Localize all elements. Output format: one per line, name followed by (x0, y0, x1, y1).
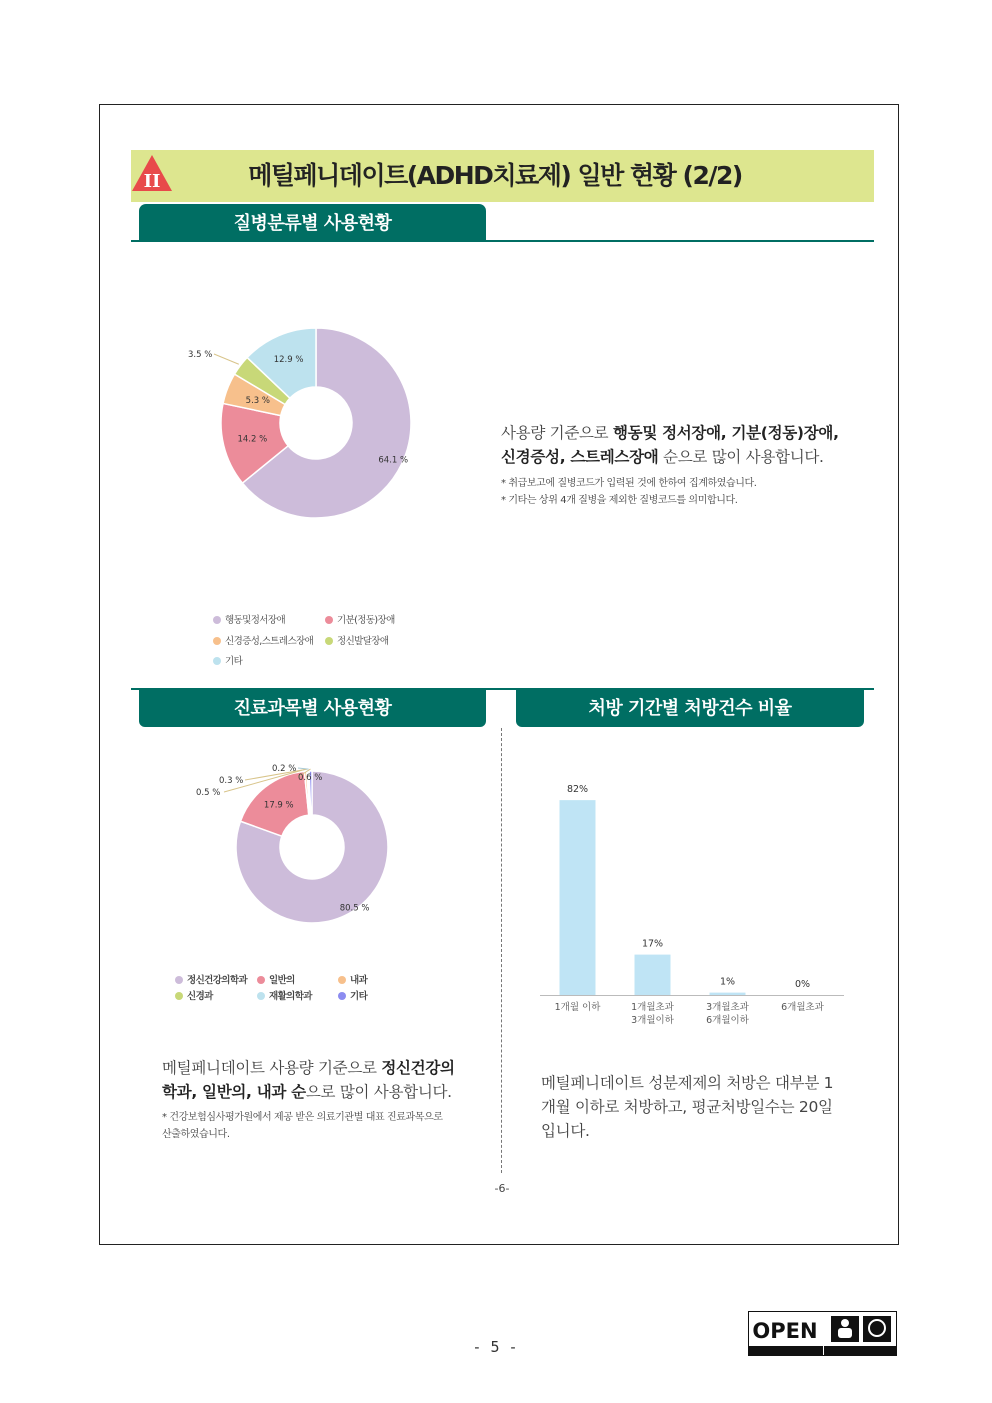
legend-item (338, 988, 367, 1002)
legend-swatch (325, 637, 333, 645)
legend-label: 일반의 (269, 975, 295, 986)
section3-heading: 처방 기간별 처방건수 비율 (516, 689, 864, 727)
slice-value-label: 0.6 % (298, 773, 323, 783)
footer-page-number: - 5 - (472, 1338, 518, 1356)
footnote: * 기타는 상위 4개 질병을 제외한 질병코드를 의미합니다. (501, 495, 738, 506)
footnote: * 건강보험심사평가원에서 제공 받은 의료기관별 대표 진료과목으로 (162, 1112, 443, 1123)
column-divider (501, 728, 502, 1173)
slice-value-label: 0.3 % (219, 776, 244, 786)
section1-notes (501, 475, 881, 509)
desc-text: 입니다. (541, 1122, 590, 1140)
disease-legend (213, 612, 453, 672)
slice-value-label: 0.5 % (196, 788, 221, 798)
bar-value-label: 0% (794, 979, 811, 990)
bar-value-label: 82% (566, 784, 589, 796)
logo-band-right (824, 1346, 896, 1355)
slice-value-label: 17.9 % (263, 800, 294, 811)
legend-item (213, 612, 285, 626)
legend-swatch (213, 657, 221, 665)
bar (710, 993, 746, 995)
legend-swatch (175, 992, 183, 1000)
inner-page-number: -6- (494, 1182, 510, 1195)
desc-text: 개월 이하로 처방하고, 평균처방일수는 20일 (541, 1098, 833, 1116)
slice-value-label: 80.5 % (339, 903, 370, 914)
legend-item (325, 633, 388, 647)
x-tick-label: 6개월이하 (706, 1015, 749, 1026)
desc-emphasis: 정신건강의 (381, 1059, 455, 1077)
person-head-icon (841, 1319, 849, 1327)
section2-heading: 진료과목별 사용현황 (139, 689, 486, 727)
legend-label: 정신발달장애 (337, 636, 389, 647)
leader-line (214, 354, 239, 364)
footnote: 산출하였습니다. (162, 1129, 230, 1140)
legend-label: 신경증성,스트레스장애 (225, 636, 314, 647)
legend-label: 정신건강의학과 (187, 975, 248, 986)
x-tick-label: 1개월 이하 (554, 1002, 601, 1013)
section-roman-numeral: II (143, 171, 161, 192)
desc-emphasis: 행동및 정서장애, 기분(정동)장애, (612, 424, 839, 442)
legend-label: 기타 (225, 656, 243, 667)
section2-notes (162, 1109, 482, 1143)
slice-value-label: 0.2 % (272, 764, 297, 774)
department-pie-chart (180, 755, 410, 935)
slice-value-label: 14.2 % (237, 434, 268, 445)
legend-item (257, 972, 295, 986)
legend-swatch (325, 616, 333, 624)
disease-pie-chart (180, 320, 430, 530)
legend-swatch (213, 616, 221, 624)
section1-heading: 질병분류별 사용현황 (139, 204, 486, 242)
open-license-logo (748, 1311, 898, 1357)
legend-label: 신경과 (187, 991, 213, 1002)
section3-description (541, 1071, 871, 1143)
legend-item (175, 988, 213, 1002)
desc-text: 으로 많이 사용합니다. (305, 1083, 452, 1101)
legend-item (175, 972, 247, 986)
legend-item (257, 988, 312, 1002)
desc-text: 메틸페니데이트 사용량 기준으로 (162, 1059, 382, 1077)
legend-item (213, 653, 242, 667)
legend-item (325, 612, 395, 626)
legend-label: 기타 (350, 991, 368, 1002)
desc-text: 사용량 기준으로 (501, 424, 613, 442)
bar (635, 955, 671, 995)
legend-label: 기분(정동)장애 (337, 615, 395, 626)
section2-description (162, 1056, 482, 1104)
legend-swatch (257, 976, 265, 984)
x-tick-label: 1개월초과 (631, 1002, 674, 1013)
bar (560, 800, 596, 995)
person-body-icon (838, 1328, 852, 1338)
x-tick-label: 3개월초과 (706, 1002, 749, 1013)
slice-value-label: 5.3 % (245, 396, 270, 407)
bar-value-label: 17% (641, 938, 664, 950)
prescription-period-bar-chart (530, 765, 860, 1035)
legend-item (338, 972, 367, 986)
slice-value-label: 3.5 % (188, 350, 213, 360)
desc-emphasis: 학과, 일반의, 내과 순 (162, 1083, 306, 1101)
bar-value-label: 1% (719, 976, 736, 988)
legend-swatch (213, 637, 221, 645)
desc-text: 메틸페니데이트 성분제제의 처방은 대부분 1 (541, 1074, 834, 1092)
desc-emphasis: 신경증성, 스트레스장애 (501, 448, 659, 466)
desc-text: 순으로 많이 사용합니다. (658, 448, 824, 466)
legend-label: 행동및정서장애 (225, 615, 286, 626)
leader-line (298, 768, 309, 769)
department-legend (175, 972, 435, 1008)
x-tick-label: 6개월초과 (781, 1002, 824, 1013)
legend-item (213, 633, 313, 647)
x-tick-label: 3개월이하 (631, 1015, 674, 1026)
legend-swatch (257, 992, 265, 1000)
slice-value-label: 64.1 % (378, 455, 409, 466)
legend-swatch (338, 992, 346, 1000)
legend-label: 내과 (350, 975, 368, 986)
legend-swatch (338, 976, 346, 984)
legend-swatch (175, 976, 183, 984)
logo-open-text: OPEN (752, 1319, 818, 1343)
section1-rule (131, 240, 874, 242)
section1-description (501, 421, 881, 469)
page-title: 메틸페니데이트(ADHD치료제) 일반 현황 (2/2) (248, 161, 742, 190)
logo-band-left (749, 1346, 823, 1355)
slice-value-label: 12.9 % (273, 355, 304, 366)
footnote: * 취급보고에 질병코드가 입력된 것에 한하여 집계하였습니다. (501, 478, 757, 489)
legend-label: 재활의학과 (269, 991, 312, 1002)
